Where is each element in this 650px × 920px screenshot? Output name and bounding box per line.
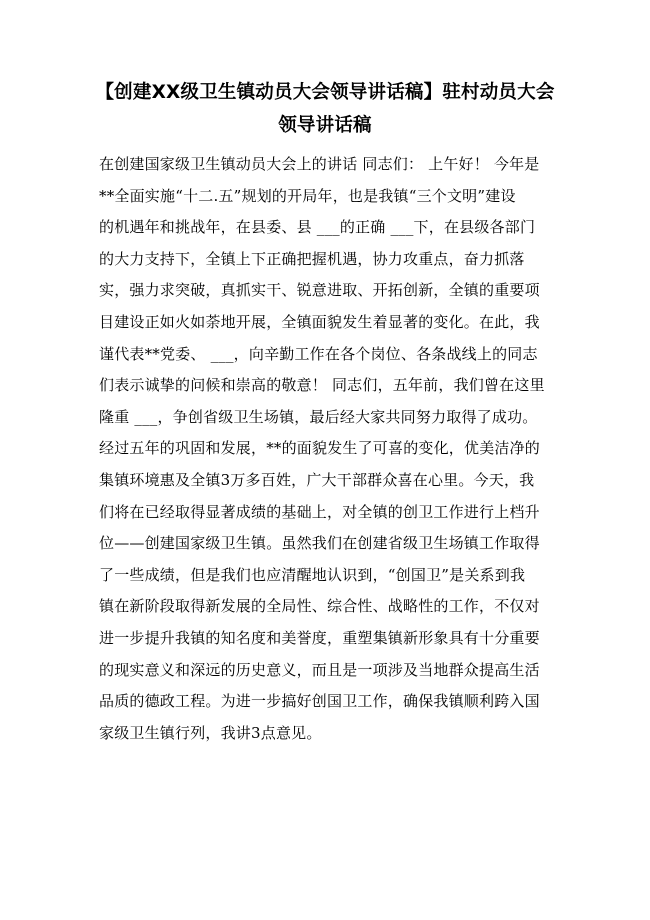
body-line: 位——创建国家级卫生镇。虽然我们在创建省级卫生场镇工作取得 (99, 534, 540, 553)
body-line: 集镇环境惠及全镇3万多百姓，广大干部群众喜在心里。今天，我 (99, 470, 535, 489)
body-line: 目建设正如火如荼地开展，全镇面貌发生着显著的变化。在此，我 (99, 312, 540, 331)
body-line: 的现实意义和深远的历史意义，而且是一项涉及当地群众提高生活 (99, 660, 540, 679)
body-line: 家级卫生镇行列，我讲3点意见。 (99, 723, 322, 742)
document-title: 【创建XX级卫生镇动员大会领导讲话稿】驻村动员大会领导讲话稿 (95, 82, 555, 136)
body-line: 镇在新阶段取得新发展的全局性、综合性、战略性的工作，不仅对 (99, 597, 540, 616)
body-line: 实，强力求突破，真抓实干、锐意进取、开拓创新，全镇的重要项 (99, 281, 540, 300)
body-line: 的机遇年和挑战年，在县委、县 ___的正确 ___下，在县级各部门 (99, 218, 536, 237)
body-line: 品质的德政工程。为进一步搞好创国卫工作，确保我镇顺利跨入国 (99, 692, 540, 711)
body-line: 在创建国家级卫生镇动员大会上的讲话 同志们： 上午好！ 今年是 (99, 155, 540, 173)
document-body (99, 149, 554, 749)
body-line: 了一些成绩，但是我们也应清醒地认识到，“创国卫”是关系到我 (99, 565, 526, 584)
body-line: 们将在已经取得显著成绩的基础上，对全镇的创卫工作进行上档升 (99, 502, 540, 521)
body-line: 们表示诚挚的问候和崇高的敬意！ 同志们，五年前，我们曾在这里 (99, 376, 545, 395)
body-line: 经过五年的巩固和发展，**的面貌发生了可喜的变化，优美洁净的 (99, 439, 541, 458)
body-line: 隆重 ___，争创省级卫生场镇，最后经大家共同努力取得了成功。 (99, 407, 538, 426)
body-line: 的大力支持下，全镇上下正确把握机遇，协力攻重点，奋力抓落 (99, 249, 525, 268)
body-line: **全面实施“十二.五”规划的开局年，也是我镇“三个文明”建设 (99, 186, 516, 205)
body-line: 进一步提升我镇的知名度和美誉度，重塑集镇新形象具有十分重要 (99, 628, 540, 647)
body-line: 谨代表**党委、 ___，向辛勤工作在各个岗位、各条战线上的同志 (99, 344, 538, 363)
